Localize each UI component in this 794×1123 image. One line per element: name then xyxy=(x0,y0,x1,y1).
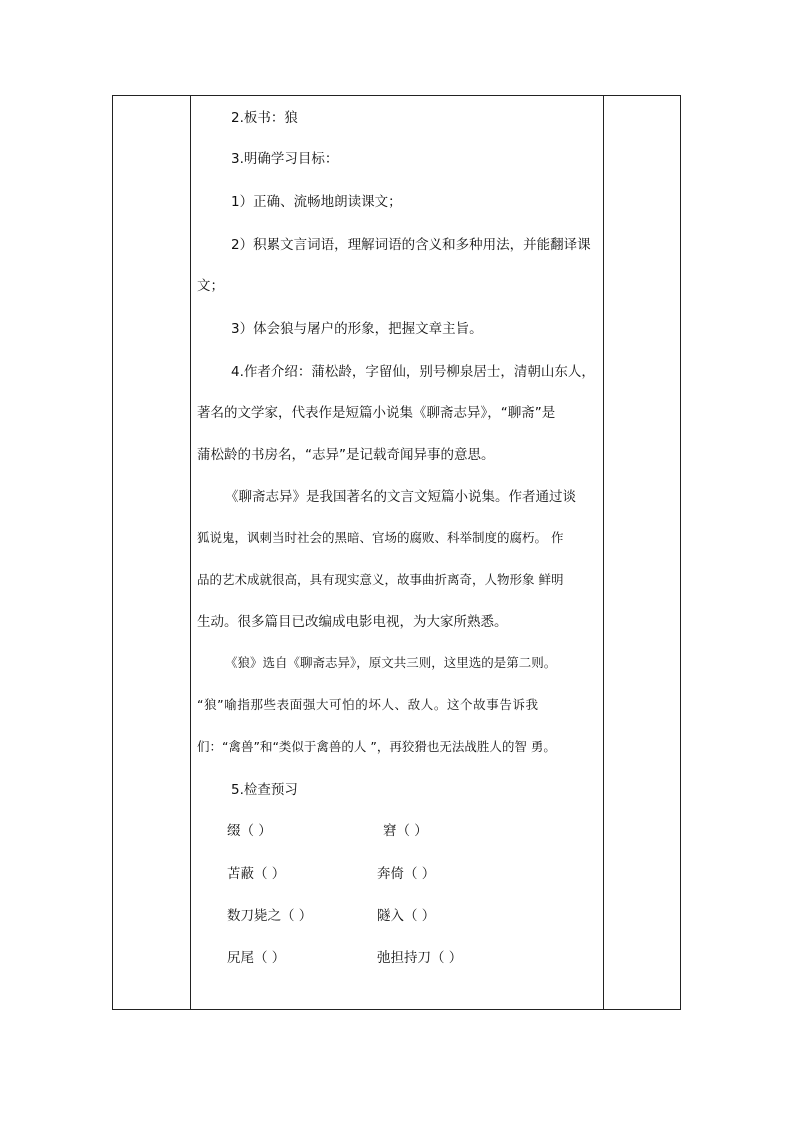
board-writing-line: 2.板书：狼 xyxy=(231,110,298,126)
objectives-heading: 3.明确学习目标： xyxy=(231,151,339,167)
column-divider-right xyxy=(603,96,604,1009)
wolf-source-line-1: 《狼》选自《聊斋志异》，原文共三则，这里选的是第二则。 xyxy=(225,655,557,670)
preview-item-zhui: 缀（ ） xyxy=(227,823,272,839)
preview-heading: 5.检查预习 xyxy=(231,782,298,798)
author-intro-line-2: 著名的文学家，代表作是短篇小说集《聊斋志异》，“聊斋”是 xyxy=(197,405,556,421)
objective-3: 3）体会狼与屠户的形象，把握文章主旨。 xyxy=(231,321,483,337)
preview-item-suiru: 隧入（ ） xyxy=(377,908,436,924)
objective-2: 2）积累文言词语，理解词语的含义和多种用法，并能翻译课 xyxy=(231,237,591,253)
liaozhai-line-2: 狐说鬼，讽刺当时社会的黑暗、官场的腐败、科举制度的腐朽。 作 xyxy=(197,530,564,545)
preview-item-shudaobizhi: 数刀毙之（ ） xyxy=(227,908,313,924)
wolf-source-line-2: “狼”喻指那些表面强大可怕的坏人、敌人。这个故事告诉我 xyxy=(197,697,539,712)
wolf-source-line-3: 们：“禽兽”和“类似于禽兽的人 ”，再狡猾也无法战胜人的智 勇。 xyxy=(197,739,556,754)
author-intro-line-1: 4.作者介绍：蒲松龄，字留仙，别号柳泉居士，清朝山东人， xyxy=(231,364,595,380)
objective-1: 1）正确、流畅地朗读课文； xyxy=(231,194,402,210)
preview-item-shanbi: 苫蔽（ ） xyxy=(227,866,286,882)
liaozhai-line-3: 品的艺术成就很高，具有现实意义，故事曲折离奇，人物形象 鲜明 xyxy=(197,572,564,587)
content-cell xyxy=(191,96,603,1009)
preview-item-kaowei: 尻尾（ ） xyxy=(227,950,286,966)
preview-item-benyi: 奔倚（ ） xyxy=(377,866,436,882)
preview-item-chidanchidao: 弛担持刀（ ） xyxy=(377,950,463,966)
lesson-table xyxy=(112,95,681,1010)
liaozhai-line-1: 《聊斋志异》是我国著名的文言文短篇小说集。作者通过谈 xyxy=(225,489,576,505)
author-intro-line-3: 蒲松龄的书房名，“志异”是记载奇闻异事的意思。 xyxy=(197,447,495,463)
preview-item-jiong: 窘（ ） xyxy=(383,823,428,839)
liaozhai-line-4: 生动。很多篇目已改编成电影电视，为大家所熟悉。 xyxy=(197,614,508,630)
objective-2-cont: 文； xyxy=(197,278,224,294)
